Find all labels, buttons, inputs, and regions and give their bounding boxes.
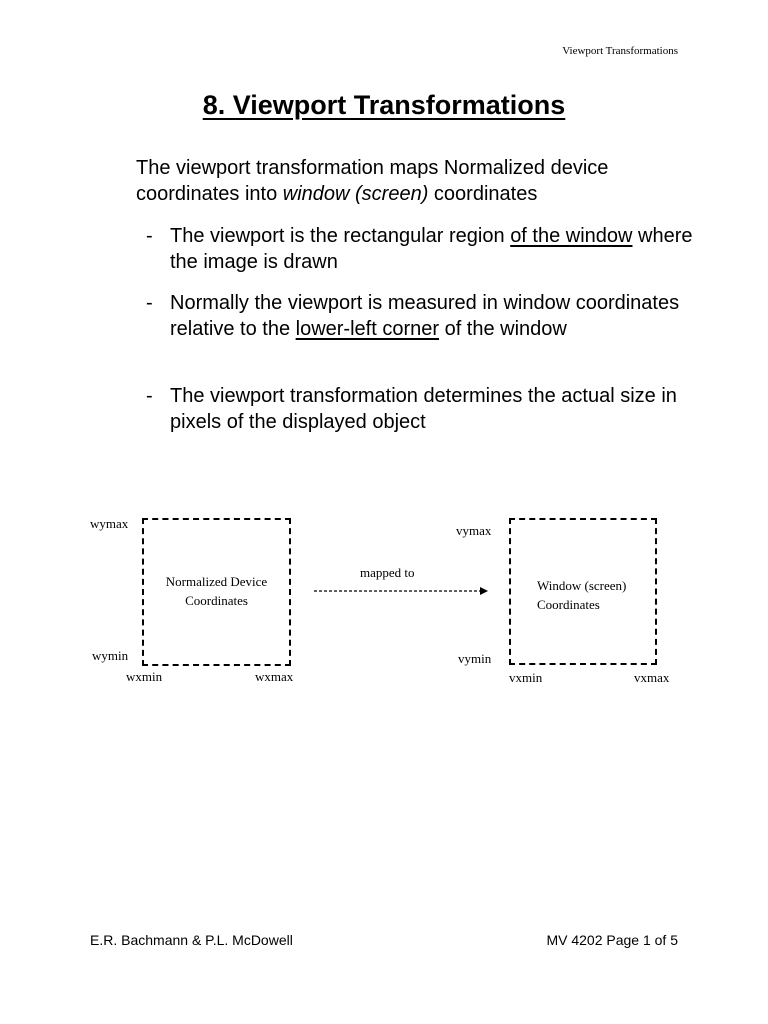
arrow-head-icon [480,587,488,595]
page-title: 8. Viewport Transformations [202,90,566,120]
bullet-underlined-text: lower-left corner [295,318,440,340]
intro-paragraph [136,155,696,207]
intro-text-end: coordinates [428,183,538,205]
bullet-text [170,383,706,435]
bullet-text [170,290,706,342]
wymin-label: wymin [92,648,129,663]
bullet-text-before: The viewport is the rectangular region [170,225,511,247]
bullet-item [146,290,706,342]
footer-authors: E.R. Bachmann & P.L. McDowell [90,932,293,948]
bullet-item [146,383,706,435]
bullet-text-before: The viewport transformation determines the actual size in pixels of the displayed object [170,385,677,433]
wymax-label: wymax [90,516,129,531]
vymin-label: vymin [458,651,492,666]
normalized-device-label-line2: Coordinates [185,593,248,608]
bullet-dash: - [146,292,153,314]
vxmin-label: vxmin [509,670,543,685]
normalized-device-label-line1: Normalized Device [165,574,268,589]
mapping-arrow [312,584,490,598]
bullet-dash: - [146,385,153,407]
bullet-text-after: where the image is drawn [170,225,693,273]
window-screen-label [537,576,626,614]
window-screen-label-line1: Window (screen) [537,578,627,593]
bullet-text-before: Normally the viewport is measured in window coordinates relative to the [170,292,680,340]
wxmin-label: wxmin [126,669,163,684]
bullet-dash: - [146,225,153,247]
normalized-device-label [142,572,291,610]
intro-text: The viewport transformation maps Normalized device coordinates into [136,157,609,205]
vxmax-label: vxmax [634,670,670,685]
bullet-text [170,223,706,275]
bullet-underlined-text: of the window [510,225,633,247]
intro-italic-text: window (screen) [282,183,429,205]
mapped-to-label: mapped to [360,565,415,580]
vymax-label: vymax [456,523,492,538]
wxmax-label: wxmax [255,669,294,684]
footer-page-number: MV 4202 Page 1 of 5 [546,932,678,948]
window-screen-label-line2: Coordinates [537,597,600,612]
running-header: Viewport Transformations [562,45,678,57]
bullet-text-after: of the window [439,318,567,340]
bullet-item [146,223,706,275]
